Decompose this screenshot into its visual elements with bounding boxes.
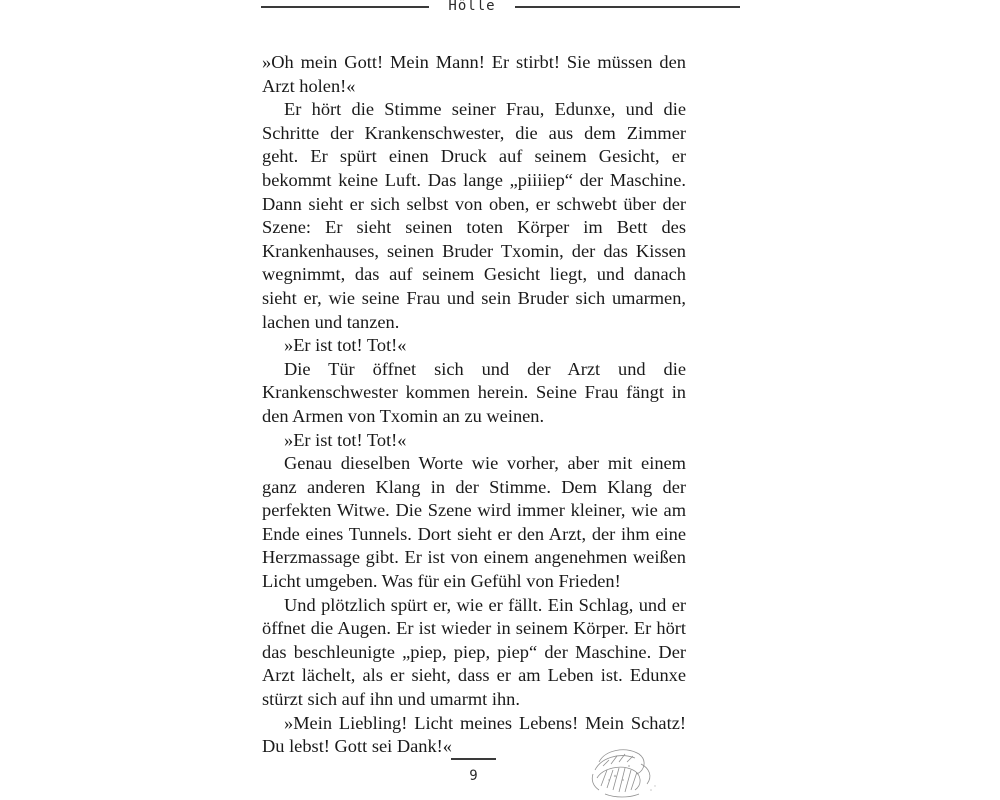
- header-rule-right: [515, 6, 740, 8]
- paragraph: Er hört die Stimme seiner Frau, Edunxe, und die Schritte der Krankenschwester, die aus dem Zimmer geht. Er spürt einen Druck auf seinem Gesicht, er bekommt keine Luft. Das lange „piiiiep“ der Maschine. Dann sieht er sich selbst von oben, er schwebt über der Szene: Er sieht seinen toten Körper im Bett des Krankenhauses, seinen Bruder Txomin, der das Kissen wegnimmt, das auf seinem Gesicht liegt, und danach sieht er, wie seine Frau und sein Bruder sich umarmen, lachen und tanzen.: [262, 99, 686, 332]
- running-head: Hölle: [448, 0, 496, 14]
- paragraph: »Oh mein Gott! Mein Mann! Er stirbt! Sie müssen den Arzt holen!«: [262, 52, 686, 96]
- page-number: 9: [469, 768, 478, 784]
- sketch-ornament-icon: [585, 740, 661, 800]
- body-text: [262, 51, 686, 759]
- folio-rule: [451, 758, 496, 760]
- paragraph: »Er ist tot! Tot!«: [284, 429, 407, 450]
- paragraph: »Mein Liebling! Licht meines Lebens! Mein Schatz! Du lebst! Gott sei Dank!«: [262, 712, 686, 757]
- paragraph: »Er ist tot! Tot!«: [284, 335, 407, 356]
- paragraph: Genau dieselben Worte wie vorher, aber mit einem ganz anderen Klang in der Stimme. Dem Klang der perfekten Witwe. Die Szene wird immer kleiner, wie am Ende eines Tunnels. Dort sieht er den Arzt, der ihm eine Herzmassage gibt. Er ist von einem angenehmen weißen Licht umgeben. Was für ein Gefühl von Frieden!: [262, 453, 686, 592]
- paragraph: Und plötzlich spürt er, wie er fällt. Ein Schlag, und er öffnet die Augen. Er ist wieder in seinem Körper. Er hört das beschleunigte „piep, piep, piep“ der Maschine. Der Arzt lächelt, als er sieht, dass er am Leben ist. Edunxe stürzt sich auf ihn und umarmt ihn.: [262, 594, 686, 710]
- header-rule-left: [261, 6, 429, 8]
- paragraph: Die Tür öffnet sich und der Arzt und die Krankenschwester kommen herein. Seine Frau fängt in den Armen von Txomin an zu weinen.: [262, 358, 686, 426]
